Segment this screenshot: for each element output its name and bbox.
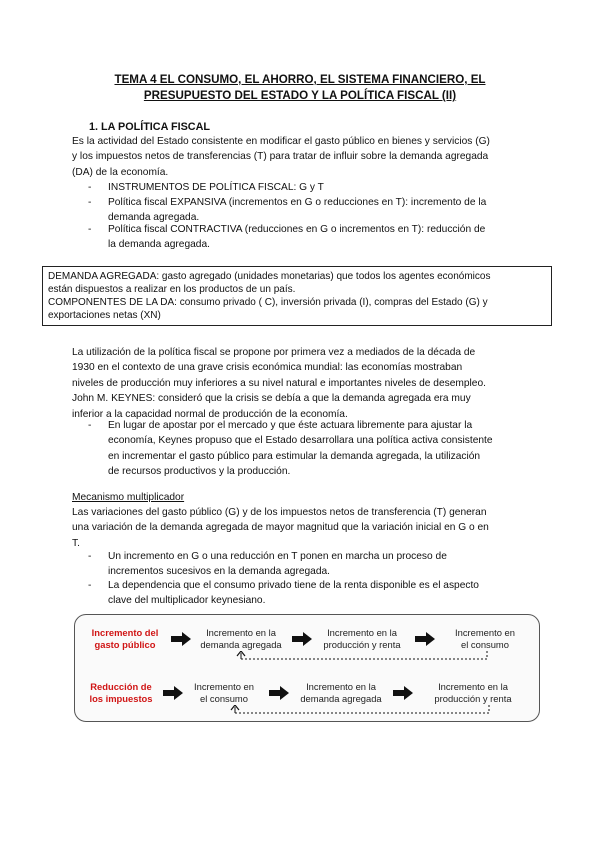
title-line-2: PRESUPUESTO DEL ESTADO Y LA POLÍTICA FISCAL (II) [143,89,457,102]
text-line: están dispuestos a realizar en los productos de un país. [48,284,296,295]
page-title [60,72,540,104]
diagram-step: Incremento en la demanda agregada [200,627,282,650]
text-line: Política fiscal CONTRACTIVA (reducciones en G o incrementos en T): reducción de [108,224,486,235]
list-item: - En lugar de apostar por el mercado y que éste actuara libremente para ajustar la economía, Keynes propuso que el Estado desarrollara una política activa consistente en incrementar el gasto público para estimular la demanda agregada, la utilización de recursos productivos y la producción. [108,418,548,480]
text-line: Un incremento en G o una reducción en T ponen en marcha un proceso de [108,551,447,562]
arrow-right-icon [171,632,191,646]
text-line: (DA) de la economía. [72,166,169,178]
text-line: y los impuestos netos de transferencias (T) para tratar de influir sobre la demanda agregada [72,151,489,163]
list-item: - Política fiscal CONTRACTIVA (reducciones en G o incrementos en T): reducción de la demanda agregada. [108,222,548,253]
text-line: exportaciones netas (XN) [48,310,161,321]
text-line: una variación de la demanda agregada de mayor magnitud que la variación inicial en G o en [72,522,489,534]
text-line: Las variaciones del gasto público (G) y de los impuestos netos de transferencia (T) generan [72,507,487,518]
list-item: - Política fiscal EXPANSIVA (incrementos en G o reducciones en T): incremento de la demanda agregada. [108,195,548,226]
diagram-start-label: Reducción de los impuestos [89,681,153,704]
diagram-start-label: Incremento del gasto público [91,627,159,650]
text-line: Es la actividad del Estado consistente en modificar el gasto público en bienes y servicios (G) [72,136,490,147]
diagram-step: Incremento en la demanda agregada [300,681,382,704]
list-item: - INSTRUMENTOS DE POLÍTICA FISCAL: G y T [108,180,548,195]
diagram-step: Incremento en el consumo [194,681,254,704]
title-line-1: TEMA 4 EL CONSUMO, EL AHORRO, EL SISTEMA FINANCIERO, EL [114,73,486,86]
text-line: 1930 en el contexto de una grave crisis económica mundial: las economías mostraban [72,362,463,374]
text-line: T. [72,537,80,549]
text-line: en incrementar el gasto público para estimular la demanda agregada, la utilización [108,450,481,462]
diagram-step: Incremento en la producción y renta [323,627,401,650]
diagram-step: Incremento en la producción y renta [434,681,512,704]
text-line: Política fiscal EXPANSIVA (incrementos en G o reducciones en T): incremento de la [108,197,487,208]
text-line: La dependencia que el consumo privado tiene de la renta disponible es el aspecto [108,580,479,591]
text-line: demanda agregada. [108,212,200,224]
text-line: John M. KEYNES: consideró que la crisis se debía a que la demanda agregada era muy [72,393,471,405]
text-line: la demanda agregada. [108,239,210,251]
arrow-right-icon [269,686,289,700]
definition-box [42,266,552,326]
text-line: La utilización de la política fiscal se propone por primera vez a mediados de la década de [72,347,476,358]
arrow-right-icon [292,632,312,646]
section-heading: 1. LA POLÍTICA FISCAL [89,121,210,133]
history-paragraph [72,345,542,422]
feedback-loop-icon [225,705,495,717]
diagram-step: Incremento en el consumo [455,627,515,650]
text-line: inferior a la capacidad normal de producción de la economía. [72,408,348,420]
text-line: INSTRUMENTOS DE POLÍTICA FISCAL: G y T [108,182,324,193]
list-item: - La dependencia que el consumo privado tiene de la renta disponible es el aspecto clave del multiplicador keynesiano. [108,578,548,609]
subsection-heading: Mecanismo multiplicador [72,492,185,503]
arrow-right-icon [393,686,413,700]
text-line: de recursos productivos y la producción. [108,466,291,478]
feedback-loop-icon [231,651,493,663]
text-line: En lugar de apostar por el mercado y que éste actuara libremente para ajustar la [108,420,473,431]
multiplier-diagram [74,614,540,722]
text-line: clave del multiplicador keynesiano. [108,595,266,607]
text-line: incrementos sucesivos en la demanda agregada. [108,566,330,578]
arrow-right-icon [415,632,435,646]
arrow-right-icon [163,686,183,700]
list-item: - Un incremento en G o una reducción en T ponen en marcha un proceso de incrementos sucesivos en la demanda agregada. [108,549,548,580]
text-line: economía, Keynes propuso que el Estado desarrollara una política activa consistente [108,435,493,447]
text-line: DEMANDA AGREGADA: gasto agregado (unidades monetarias) que todos los agentes económicos [48,271,491,282]
text-line: COMPONENTES DE LA DA: consumo privado ( C), inversión privada (I), compras del Estado (G) y [48,297,488,308]
multiplier-paragraph [72,505,542,551]
text-line: niveles de producción muy inferiores a su nivel natural e importantes niveles de desempleo. [72,377,486,389]
section-paragraph [72,134,542,180]
